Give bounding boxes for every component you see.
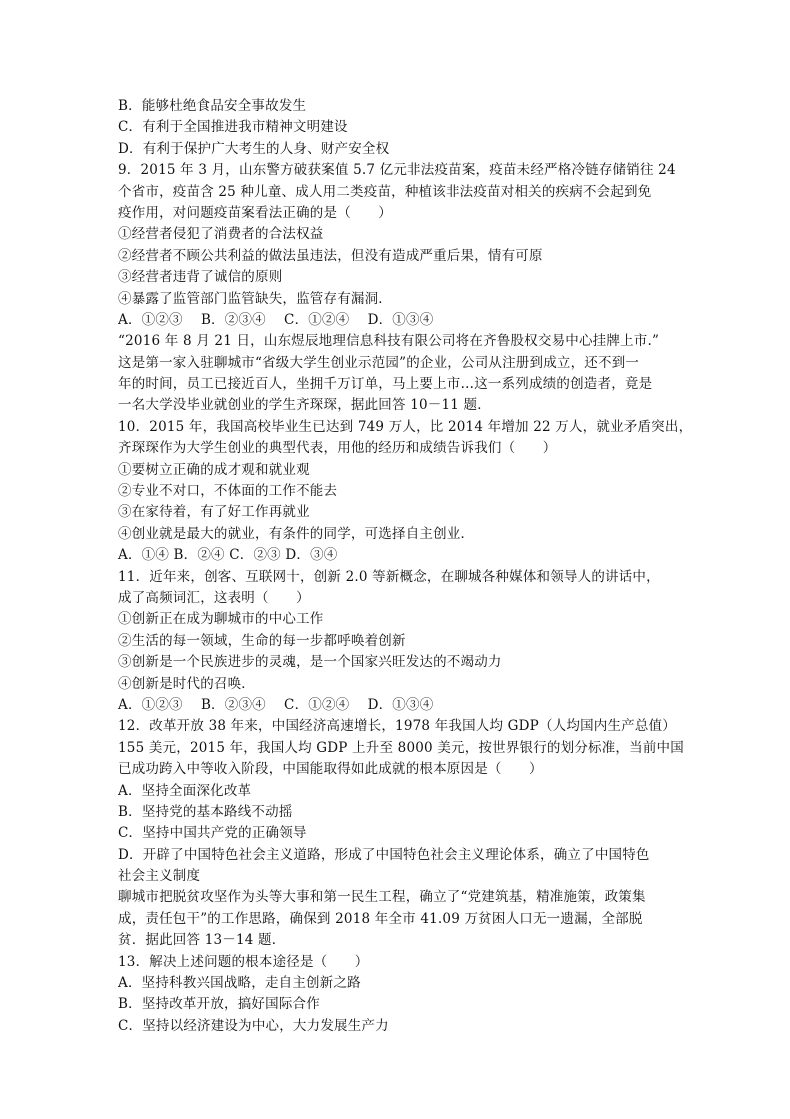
text-line: D．有利于保护广大考生的人身、财产安全权: [118, 140, 390, 157]
answer-option: C．坚持中国共产党的正确领导: [118, 825, 307, 842]
answer-options-line: A．①②③ B．②③④ C．①②④ D．①③④: [118, 696, 434, 713]
question-11-line: 11．近年来，创客、互联网十，创新 2.0 等新概念，在聊城各种媒体和领导人的讲话中，: [118, 568, 660, 585]
text-line: ④创业就是最大的就业，有条件的同学，可选择自主创业．: [118, 525, 475, 542]
text-line: 155 美元，2015 年，我国人均 GDP 上升至 8000 美元，按世界银行的划分标准，当前中国: [118, 739, 684, 756]
text-line: 年的时间，员工已接近百人，坐拥千万订单，马上要上市…这一系列成绩的创造者，竟是: [118, 376, 653, 393]
question-12-line: 12．改革开放 38 年来，中国经济高速增长，1978 年我国人均 GDP（人均国内生产总值）: [118, 718, 676, 735]
text-line: 贫．据此回答 13－14 题．: [118, 932, 286, 949]
question-13-line: 13．解决上述问题的根本途径是（ ）: [118, 953, 369, 970]
answer-option: C．坚持以经济建设为中心，大力发展生产力: [118, 1017, 389, 1034]
text-line: ①创新正在成为聊城市的中心工作: [118, 611, 324, 628]
text-line: 个省市，疫苗含 25 种儿童、成人用二类疫苗，种植该非法疫苗对相关的疾病不会起到免: [118, 183, 652, 200]
text-line: ②生活的每一领域，生命的每一步都呼唤着创新: [118, 632, 406, 649]
text-line: ②经营者不顾公共利益的做法虽违法，但没有造成严重后果，情有可原: [118, 247, 543, 264]
text-line: 社会主义制度: [118, 868, 201, 885]
text-line: ④创新是时代的召唤．: [118, 675, 255, 692]
text-line: 聊城市把脱贫攻坚作为头等大事和第一民生工程，确立了“党建筑基，精准施策，政策集: [118, 889, 646, 906]
text-line: ③经营者违背了诚信的原则: [118, 269, 283, 286]
text-line: 成，责任包干”的工作思路，确保到 2018 年全市 41.09 万贫困人口无一遗漏，全部脱: [118, 910, 643, 927]
answer-option: D．开辟了中国特色社会主义道路，形成了中国特色社会主义理论体系，确立了中国特色: [118, 846, 650, 863]
answer-option: B．坚持党的基本路线不动摇: [118, 803, 293, 820]
text-line: 齐琛琛作为大学生创业的典型代表，用他的经历和成绩告诉我们（ ）: [118, 440, 557, 457]
text-line: C．有利于全国推进我市精神文明建设: [118, 119, 348, 136]
document-page: [118, 96, 693, 1037]
question-10-line: 10．2015 年，我国高校毕业生已达到 749 万人，比 2014 年增加 22 万人，就业矛盾突出，: [118, 418, 693, 435]
text-line: ①要树立正确的成才观和就业观: [118, 461, 310, 478]
text-line: 疫作用，对问题疫苗案看法正确的是（ ）: [118, 204, 392, 221]
text-line: B．能够杜绝食品安全事故发生: [118, 98, 307, 114]
text-line: ③在家待着，有了好工作再就业: [118, 504, 310, 521]
answer-options-line: A．①④ B．②④ C．②③ D．③④: [118, 547, 338, 564]
answer-option: B．坚持改革开放，搞好国际合作: [118, 996, 320, 1013]
answer-option: A．坚持科教兴国战略，走自主创新之路: [118, 975, 361, 992]
answer-options-line: A．①②③ B．②③④ C．①②④ D．①③④: [118, 311, 434, 328]
text-line: ①经营者侵犯了消费者的合法权益: [118, 226, 324, 243]
text-line: ④暴露了监管部门监管缺失，监管存有漏洞．: [118, 290, 392, 307]
text-line: “2016 年 8 月 21 日，山东煜辰地理信息科技有限公司将在齐鲁股权交易中心挂牌上市.”: [118, 333, 660, 350]
text-line: 成了高频词汇，这表明（ ）: [118, 589, 310, 606]
text-line: 这是第一家入驻聊城市“省级大学生创业示范园”的企业，公司从注册到成立，还不到一: [118, 354, 640, 371]
question-9-line: 9．2015 年 3 月，山东警方破获案值 5.7 亿元非法疫苗案，疫苗未经严格冷链存储销往 24: [118, 162, 676, 179]
text-line: ②专业不对口，不体面的工作不能去: [118, 483, 338, 500]
text-line: 一名大学没毕业就创业的学生齐琛琛，据此回答 10－11 题．: [118, 397, 491, 414]
text-line: 已成功跨入中等收入阶段，中国能取得如此成就的根本原因是（ ）: [118, 761, 543, 778]
answer-option: A．坚持全面深化改革: [118, 782, 252, 799]
text-line: ③创新是一个民族进步的灵魂，是一个国家兴旺发达的不竭动力: [118, 654, 502, 671]
